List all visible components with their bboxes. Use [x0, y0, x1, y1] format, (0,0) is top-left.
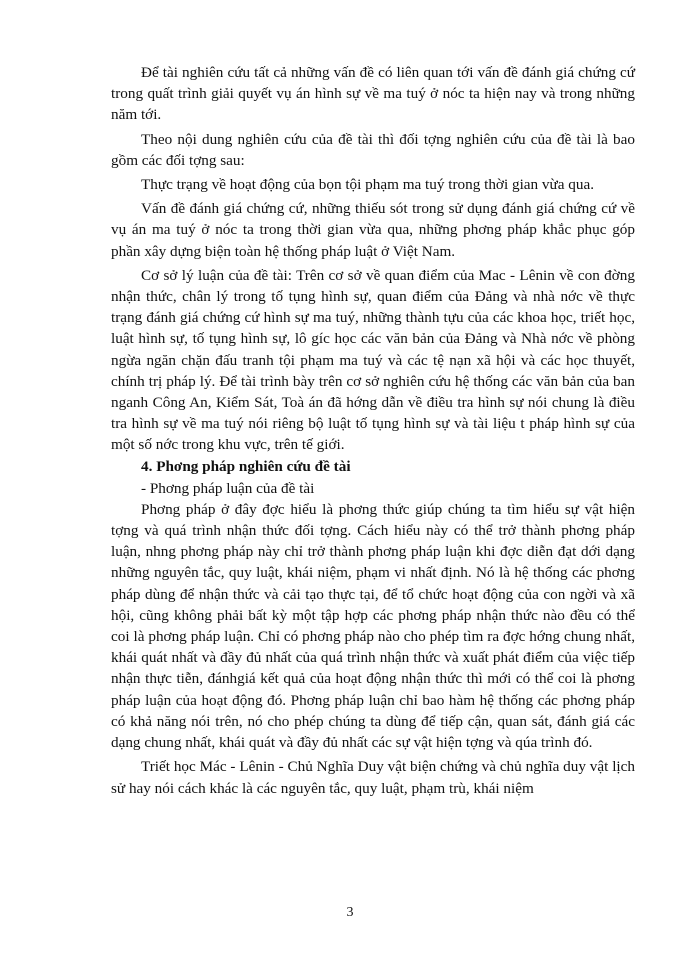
section-subheading: - Phơng pháp luận của đề tài: [141, 479, 315, 497]
paragraph-objects-intro: Theo nội dung nghiên cứu của đề tài thì đối tợng nghiên cứu của đề tài là bao gồm các đối tợng sau:: [111, 130, 635, 169]
paragraph-object-2: Vấn đề đánh giá chứng cứ, những thiếu sót trong sử dụng đánh giá chứng cứ về vụ án ma tuý ở nóc ta trong thời gian vừa qua, những phơng pháp khắc phục góp phần xây dựng biện toàn hệ thống pháp luật ở Việt Nam.: [111, 200, 635, 260]
paragraph-object-1: Thực trạng về hoạt động của bọn tội phạm ma tuý trong thời gian vừa qua.: [141, 176, 595, 194]
paragraph-philosophy: Triết học Mác - Lênin - Chủ Nghĩa Duy vật biện chứng và chủ nghĩa duy vật lịch sử hay nói cách khác là các nguyên tắc, quy luật, phạm trù, khái niệm: [111, 758, 635, 797]
body-text: [111, 62, 635, 799]
section-heading: 4. Phơng pháp nghiên cứu đề tài: [141, 457, 351, 475]
paragraph-scope: Để tài nghiên cứu tất cả những vấn đề có liên quan tới vấn đề đánh giá chứng cứ trong quất trình giải quyết vụ án hình sự về ma tuý ở nóc ta hiện nay và trong những năm tới.: [111, 64, 635, 124]
paragraph-methodology: Phơng pháp ở đây đợc hiểu là phơng thức giúp chúng ta tìm hiểu sự vật hiện tợng và quá trình nhận thức đối tợng. Cách hiểu này có thể trở thành phơng pháp luận, nhng phơng pháp này chỉ trở thành phơng pháp luận khi đợc diễn đạt dới dạng những nguyên tắc, quy luật, khái niệm, phạm vi nhất định. Nó là hệ thống các phơng pháp dùng để nhận thức và cải tạo thực tại, để tổ chức hoạt động của con ngời và xã hội, cũng không phải bất kỳ một tập hợp các phơng pháp nhận thức nào đều có thể coi là phơng pháp luận. Chỉ có phơng pháp nào cho phép tìm ra đợc hớng chung nhất, khái quát nhất và đầy đủ nhất của quá trình nhận thức và xuất phát điểm của việc tiếp nhận thực tiễn, đánhgiá kết quả của hoạt động nhận thức thì mới có thể coi là phơng pháp luận của hoạt động đó. Phơng pháp luận chỉ bao hàm hệ thống các phơng pháp có khả năng nói trên, nó cho phép chúng ta dùng để tiếp cận, quan sát, đánh giá các dạng chung nhất, khái quát và đầy đủ nhất các sự vật hiện tợng và qúa trình đó.: [111, 500, 635, 752]
page-number: 3: [346, 905, 354, 920]
paragraph-theory-basis: Cơ sở lý luận của đề tài: Trên cơ sở về quan điểm của Mac - Lênin về con đờng nhận thức, chân lý trong tố tụng hình sự, quan điểm của Đảng và nhà nớc về thực trạng đánh giá chứng cứ hình sự ma tuý, những thành tựu của các khoa học, triết học, luật hình sự, tố tụng hình sự, lô gíc học các văn bản của Đảng và Nhà nớc về phòng ngừa ngăn chặn đấu tranh tội phạm ma tuý và các tệ nạn xã hội và các học thuyết, chính trị pháp lý. Để tài trình bày trên cơ sở nghiên cứu hệ thống các văn bản của ban nganh Công An, Kiểm Sát, Toà án đã hớng dẫn về điều tra hình sự nói chung là điều tra hình sự về ma tuý nói riêng bộ luật tố tụng hình sự và tài liệu t pháp hình sự của một số nớc trong khu vực, trên tế giới.: [111, 266, 635, 454]
